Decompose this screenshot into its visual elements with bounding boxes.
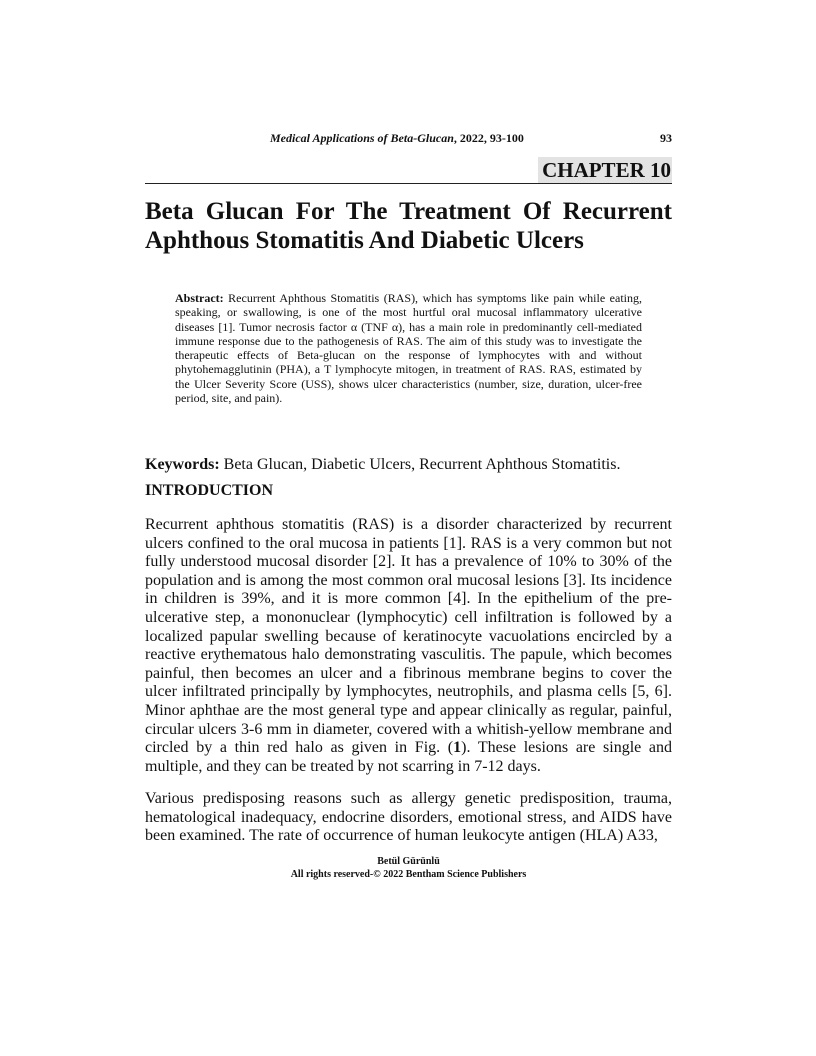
keywords <box>145 456 672 474</box>
journal-title: Medical Applications of Beta-Glucan <box>270 131 454 145</box>
author-name: Betül Gürünlü <box>377 856 440 867</box>
paragraph <box>145 516 672 776</box>
chapter-title <box>145 197 672 255</box>
keywords-text: Beta Glucan, Diabetic Ulcers, Recurrent Aphthous Stomatitis. <box>219 456 621 473</box>
keywords-label: Keywords: <box>145 456 220 473</box>
paragraph-text: ). These lesions are single and multiple, and they can be treated by not scarring in 7-12 days. <box>145 739 673 775</box>
journal-citation <box>270 131 524 146</box>
chapter-title-line-1: Beta Glucan For The Treatment Of Recurrent <box>145 198 672 225</box>
section-heading-introduction: INTRODUCTION <box>145 482 274 499</box>
paragraph-text: Recurrent aphthous stomatitis (RAS) is a disorder characterized by recurrent ulcers confined to the oral mucosa in patients [1]. RAS is a very common but not fully understood mucosal disorder [2]. It has a prevalence of 10% to 30% of the population and is among the most common oral mucosal lesions [3]. Its incidence in children is 39%, and it is more common [4]. In the epithelium of the pre-ulcerative step, a mononuclear (lymphocytic) cell infiltration is followed by a localized papular swelling because of keratinocyte vacuolations encircled by a reactive erythematous halo demonstrating vasculitis. The papule, which becomes painful, then becomes an ulcer and a fibrinous membrane begins to cover the ulcer infiltrated principally by lymphocytes, neutrophils, and plasma cells [5, 6]. Minor aphthae are the most general type and appear clinically as regular, painful, circular ulcers 3-6 mm in diameter, covered with a whitish-yellow membrane and circled by a thin red halo as given in Fig. ( <box>145 516 672 757</box>
abstract <box>175 291 642 405</box>
paragraph: Various predisposing reasons such as allergy genetic predisposition, trauma, hematological inadequacy, endocrine disorders, emotional stress, and AIDS have been examined. The rate of occurrence of human leukocyte antigen (HLA) A33, <box>145 790 672 845</box>
header-divider <box>145 183 672 184</box>
journal-year-pages: , 2022, 93-100 <box>453 131 524 145</box>
abstract-text: Recurrent Aphthous Stomatitis (RAS), which has symptoms like pain while eating, speaking, or swallowing, is one of the most hurtful oral mucosal inflammatory ulcerative diseases [1]. Tumor necrosis factor α (TNF α), has a main role in predominantly cell-mediated immune response due to the pathogenesis of RAS. The aim of this study was to investigate the therapeutic effects of Beta-glucan on the response of lymphocytes with and without phytohemagglutinin (PHA), a T lymphocyte mitogen, in treatment of RAS. RAS, estimated by the Ulcer Severity Score (USS), shows ulcer characteristics (number, size, duration, ulcer-free period, site, and pain). <box>175 291 642 406</box>
abstract-label: Abstract: <box>175 291 224 305</box>
running-header <box>145 131 672 147</box>
chapter-title-line-2: Aphthous Stomatitis And Diabetic Ulcers <box>145 227 584 254</box>
page-number: 93 <box>660 131 672 145</box>
chapter-label: CHAPTER 10 <box>538 157 672 183</box>
page-footer <box>145 855 672 881</box>
figure-reference[interactable]: 1 <box>453 739 462 757</box>
copyright-notice: All rights reserved-© 2022 Bentham Science Publishers <box>290 869 527 880</box>
